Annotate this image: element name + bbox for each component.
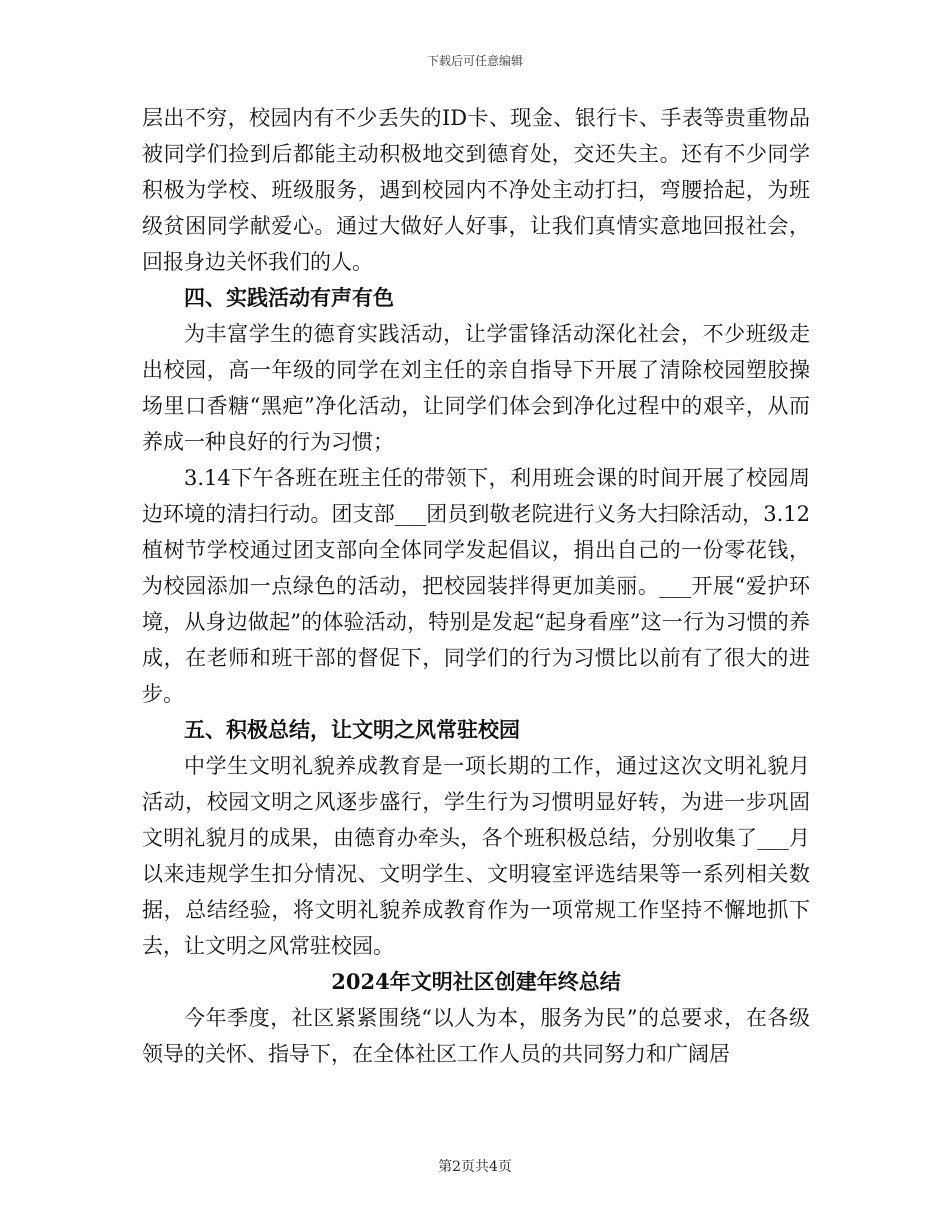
page-header: 下载后可任意编辑 <box>426 54 523 68</box>
document-body <box>142 100 810 1072</box>
paragraph-summary: 中学生文明礼貌养成教育是一项长期的工作，通过这次文明礼貌月活动，校园文明之风逐步盛行，学生行为习惯明显好转，为进一步巩固文明礼貌月的成果，由德育办牵头，各个班积极总结，分别收集了___月以来违规学生扣分情况、文明学生、文明寝室评选结果等一系列相关数据，总结经验，将文明礼貌养成教育作为一项常规工作坚持不懈地抓下去，让文明之风常驻校园。 <box>142 754 810 958</box>
section-heading-practice: 四、实践活动有声有色 <box>184 285 394 310</box>
paragraph-good-deeds: 层出不穷，校园内有不少丢失的ID卡、现金、银行卡、手表等贵重物品被同学们捡到后都能主动积极地交到德育处，交还失主。还有不少同学积极为学校、班级服务，遇到校园内不净处主动打扫，弯腰拾起，为班级贫困同学献爱心。通过大做好人好事，让我们真情实意地回报社会，回报身边关怀我们的人。 <box>142 106 810 274</box>
page-number: 第2页共4页 <box>438 1159 512 1175</box>
section-heading-summary: 五、积极总结，让文明之风常驻校园 <box>184 717 520 742</box>
paragraph-community-intro: 今年季度，社区紧紧围绕“以人为本，服务为民”的总要求，在各级领导的关怀、指导下，在全体社区工作人员的共同努力和广阔居 <box>142 1006 810 1066</box>
paragraph-practice-activities: 为丰富学生的德育实践活动，让学雷锋活动深化社会，不少班级走出校园，高一年级的同学在刘主任的亲自指导下开展了清除校园塑胶操场里口香糖“黑疤”净化活动，让同学们体会到净化过程中的艰辛，从而养成一种良好的行为习惯； <box>142 322 810 454</box>
paragraph-cleaning-actions: 3.14下午各班在班主任的带领下，利用班会课的时间开展了校园周边环境的清扫行动。团支部___团员到敬老院进行义务大扫除活动，3.12植树节学校通过团支部向全体同学发起倡议，捐出自己的一份零花钱，为校园添加一点绿色的活动，把校园装拌得更加美丽。___开展“爱护环境，从身边做起”的体验活动，特别是发起“起身看座”这一行为习惯的养成，在老师和班干部的督促下，同学们的行为习惯比以前有了很大的进步。 <box>142 466 810 706</box>
document-title-community-summary: 2024年文明社区创建年终总结 <box>331 969 621 994</box>
